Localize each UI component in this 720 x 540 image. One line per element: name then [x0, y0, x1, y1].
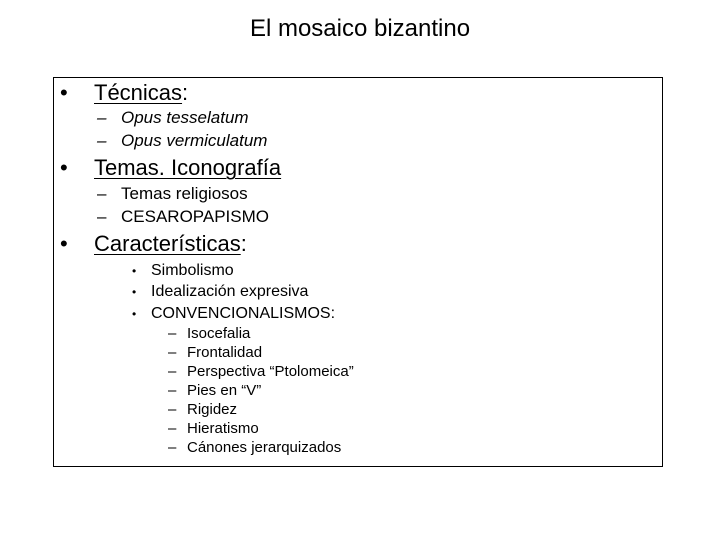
list-item-text: Temas religiosos: [121, 184, 248, 203]
dash-marker: –: [97, 207, 107, 226]
list-item-text: CONVENCIONALISMOS:: [151, 305, 336, 322]
dash-marker: –: [168, 344, 177, 361]
sub-list-item-text: Pies en “V”: [187, 382, 262, 399]
slide-title: El mosaico bizantino: [249, 15, 471, 42]
sub-list-item-text: Cánones jerarquizados: [187, 439, 342, 456]
sub-list-item-text: Isocefalia: [187, 325, 251, 342]
bullet-marker: •: [60, 231, 68, 256]
dash-marker: –: [168, 325, 177, 342]
sub-list-item-text: Rigidez: [187, 401, 238, 418]
dash-marker: –: [97, 108, 107, 127]
bullet-marker: •: [60, 155, 68, 180]
sub-list-item-text: Hieratismo: [187, 420, 259, 437]
list-item-text: Opus tesselatum: [121, 108, 249, 127]
dash-marker: –: [168, 420, 177, 437]
section-heading: Características: [94, 231, 241, 256]
sub-list-item-text: Frontalidad: [187, 344, 263, 361]
sub-list-item-text: Perspectiva “Ptolomeica”: [187, 363, 354, 380]
list-item-text: Simbolismo: [151, 262, 234, 279]
heading-suffix: :: [240, 231, 247, 256]
dash-marker: –: [168, 382, 177, 399]
list-item-text: CESAROPAPISMO: [121, 207, 269, 226]
list-item-text: Idealización expresiva: [151, 283, 309, 300]
dash-marker: –: [168, 401, 177, 418]
dash-marker: –: [168, 363, 177, 380]
section-heading: Técnicas: [94, 80, 183, 105]
list-item-text: Opus vermiculatum: [121, 131, 268, 150]
bullet-marker: •: [132, 285, 137, 299]
bullet-marker: •: [60, 80, 68, 105]
dash-marker: –: [97, 184, 107, 203]
dash-marker: –: [168, 439, 177, 456]
section-heading: Temas. Iconografía: [94, 155, 282, 180]
bullet-marker: •: [132, 307, 137, 321]
heading-suffix: :: [182, 80, 189, 105]
dash-marker: –: [97, 131, 107, 150]
bullet-marker: •: [132, 264, 137, 278]
